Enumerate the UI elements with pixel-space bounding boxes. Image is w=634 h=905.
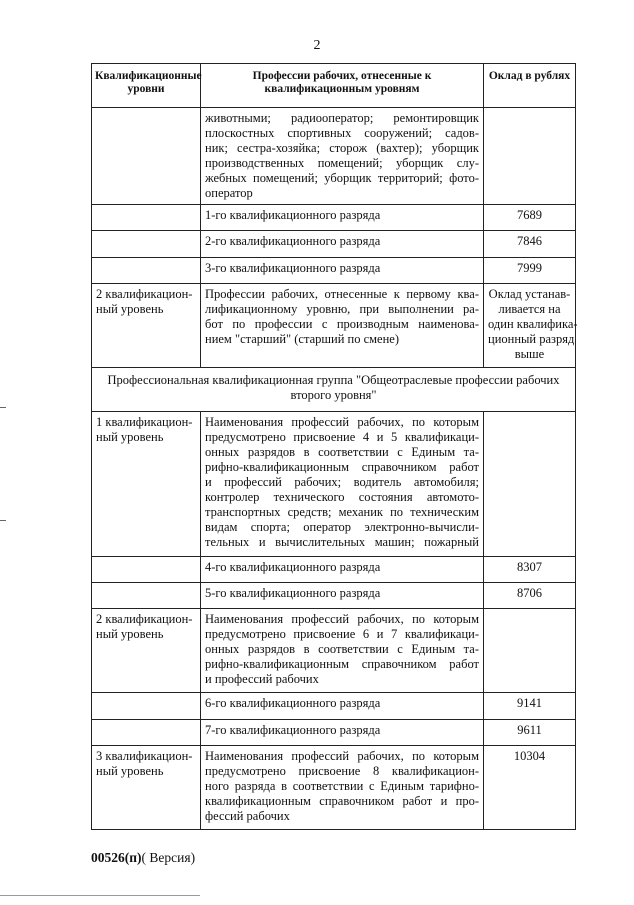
margin-mark	[0, 407, 6, 408]
table-row	[92, 609, 576, 693]
text-line: ный уровень	[96, 302, 164, 316]
salary-value: 7689	[484, 205, 576, 231]
text-line: и профессий рабочих; водитель автомобиля;	[205, 475, 479, 489]
text-line: фессий рабочих	[205, 809, 290, 823]
professions-cell	[201, 609, 484, 693]
text-line: 2 квалификацион-	[96, 612, 193, 626]
margin-mark	[0, 520, 6, 521]
text-line: и профессий рабочих	[205, 672, 319, 686]
salary-cell	[484, 108, 576, 205]
table-row	[92, 746, 576, 830]
text-line: онных разрядов в соответствии с Единым та-	[205, 642, 479, 656]
table-row	[92, 583, 576, 609]
text-line: ник; сестра-хозяйка; сторож (вахтер); уборщик	[205, 141, 479, 155]
text-line: рифно-квалификационным справочником работ	[205, 657, 479, 671]
group-row	[92, 368, 576, 412]
grade-label: 1-го квалификационного разряда	[201, 205, 484, 231]
text-line: лификационному уровню, при выполнении ра-	[205, 302, 479, 316]
professions-cell	[201, 108, 484, 205]
text-line: производственных помещений; уборщик слу-	[205, 156, 479, 170]
text-line: жебных помещений; уборщик территорий; фото-	[205, 171, 479, 185]
text-line: 2 квалификацион-	[96, 287, 193, 301]
table-header-row	[92, 64, 576, 108]
level-cell	[92, 412, 201, 557]
text-line: нием "старший" (старший по смене)	[205, 332, 399, 346]
text-line: животными; радиооператор; ремонтировщик	[205, 111, 479, 125]
text-line: ливается на	[498, 302, 561, 316]
salary-cell	[484, 412, 576, 557]
level-cell	[92, 557, 201, 583]
level-cell	[92, 205, 201, 231]
version-label: ( Версия)	[141, 850, 196, 865]
text-line: транспортных средств; механик по техническим	[205, 505, 479, 519]
text-line: Наименования профессий рабочих, по которым	[205, 612, 479, 626]
group-title-cell	[92, 368, 576, 412]
salary-value: 8706	[484, 583, 576, 609]
salary-note-cell	[484, 284, 576, 368]
text-line: Наименования профессий рабочих, по которым	[205, 415, 479, 429]
level-cell	[92, 583, 201, 609]
text-line: предусмотрено присвоение 6 и 7 квалификаци-	[205, 627, 479, 641]
text-line: плоскостных спортивных сооружений; садов-	[205, 126, 479, 140]
level-cell	[92, 231, 201, 258]
text-line: 1 квалификацион-	[96, 415, 193, 429]
table-row	[92, 720, 576, 746]
text-line: оператор	[205, 186, 253, 200]
professions-cell	[201, 746, 484, 830]
header-professions: Профессии рабочих, отнесенные к квалификационным уровням	[201, 64, 484, 108]
text-line: онных разрядов в соответствии с Единым та-	[205, 445, 479, 459]
text-line: тельных и вычислительных машин; пожарный	[205, 535, 479, 549]
level-cell	[92, 284, 201, 368]
text-line: второго уровня"	[290, 388, 377, 402]
grade-label: 6-го квалификационного разряда	[201, 693, 484, 720]
professions-cell	[201, 412, 484, 557]
text-line: ного разряда в соответствии с Единым тарифно-	[205, 779, 479, 793]
salary-cell	[484, 609, 576, 693]
text-line: Оклад устанав-	[488, 287, 571, 301]
text-line: 3 квалификацион-	[96, 749, 193, 763]
table-row	[92, 258, 576, 284]
table-row	[92, 412, 576, 557]
grade-label: 5-го квалификационного разряда	[201, 583, 484, 609]
table-row	[92, 693, 576, 720]
professions-cell	[201, 284, 484, 368]
document-footer	[91, 850, 195, 866]
level-cell	[92, 609, 201, 693]
level-cell	[92, 720, 201, 746]
salary-value: 9611	[484, 720, 576, 746]
page-number: 2	[313, 38, 321, 53]
salary-value: 9141	[484, 693, 576, 720]
level-cell	[92, 693, 201, 720]
text-line: предусмотрено присвоение 8 квалификацион-	[205, 764, 479, 778]
text-line: ный уровень	[96, 627, 164, 641]
salary-value: 8307	[484, 557, 576, 583]
text-line: контролер технического состояния автомото-	[205, 490, 479, 504]
table-row	[92, 205, 576, 231]
header-salary: Оклад в рублях	[484, 64, 576, 108]
text-line: квалификационным справочником работ и про-	[205, 794, 479, 808]
grade-label: 2-го квалификационного разряда	[201, 231, 484, 258]
text-line: ный уровень	[96, 430, 164, 444]
footer-rule	[0, 895, 200, 896]
text-line: выше	[514, 347, 545, 361]
level-cell	[92, 258, 201, 284]
text-line: ционный разряд	[488, 332, 575, 346]
text-line: Наименования профессий рабочих, по которым	[205, 749, 479, 763]
table-row	[92, 284, 576, 368]
text-line: Профессии рабочих, отнесенные к первому ква-	[205, 287, 479, 301]
table-row	[92, 557, 576, 583]
level-cell	[92, 746, 201, 830]
grade-label: 7-го квалификационного разряда	[201, 720, 484, 746]
salary-value: 7846	[484, 231, 576, 258]
text-line: Профессиональная квалификационная группа "Общеотраслевые профессии рабочих	[107, 373, 560, 387]
text-line: ный уровень	[96, 764, 164, 778]
grade-label: 3-го квалификационного разряда	[201, 258, 484, 284]
level-cell	[92, 108, 201, 205]
text-line: рифно-квалификационным справочником работ	[205, 460, 479, 474]
text-line: предусмотрено присвоение 4 и 5 квалификаци-	[205, 430, 479, 444]
grade-label: 4-го квалификационного разряда	[201, 557, 484, 583]
document-code: 00526(п)	[91, 850, 142, 865]
text-line: один квалифика-	[488, 317, 578, 331]
table-row	[92, 231, 576, 258]
table-row	[92, 108, 576, 205]
text-line: бот по профессии с производным наименова-	[205, 317, 479, 331]
text-line: видам спорта; оператор электронно-вычисли-	[205, 520, 479, 534]
header-levels: Квалификационные уровни	[92, 64, 201, 108]
salary-table	[91, 63, 576, 830]
salary-value: 10304	[484, 746, 576, 830]
salary-value: 7999	[484, 258, 576, 284]
